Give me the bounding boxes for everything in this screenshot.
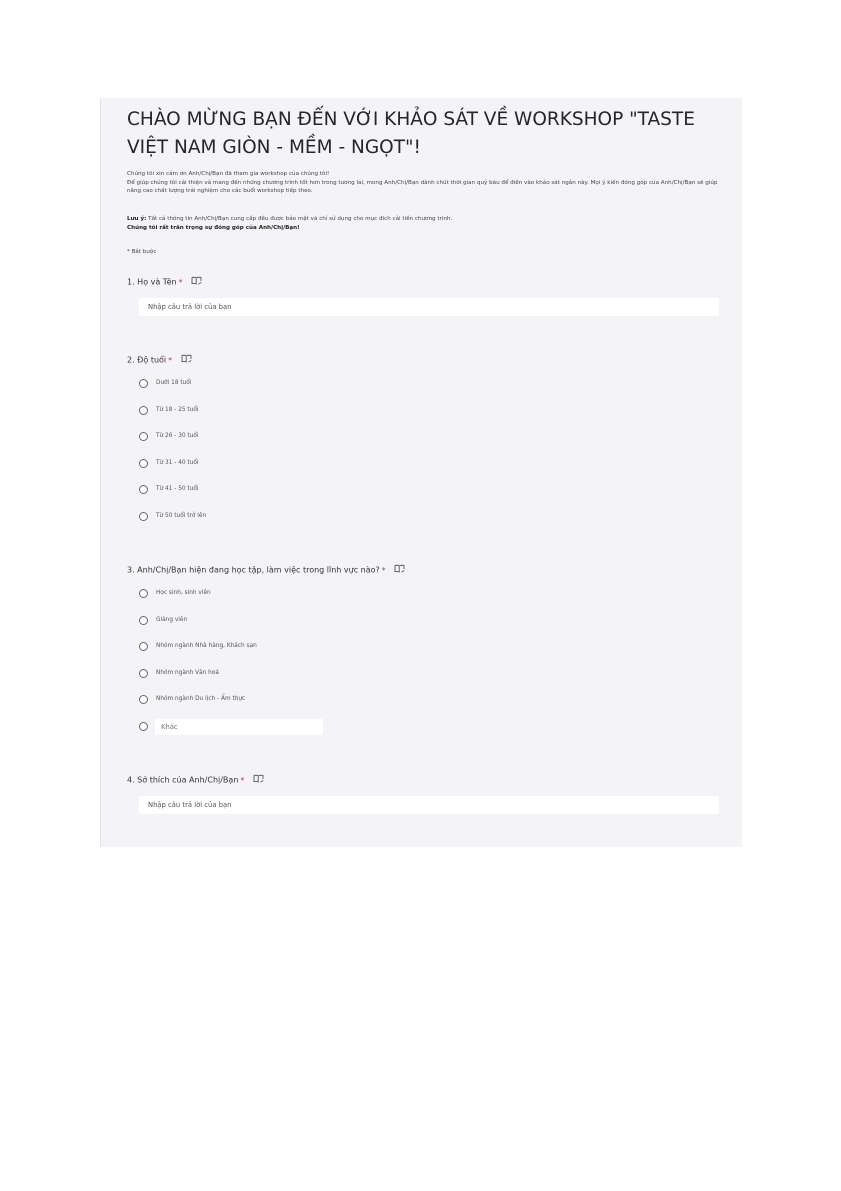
- immersive-reader-icon[interactable]: [394, 564, 405, 576]
- option-label: Từ 18 - 25 tuổi: [156, 407, 199, 413]
- survey-form: [100, 98, 742, 847]
- option-label: Nhóm ngành Văn hoá: [156, 670, 219, 676]
- radio-button[interactable]: [139, 616, 148, 625]
- immersive-reader-icon[interactable]: [191, 276, 202, 288]
- question-2-title: [127, 354, 192, 366]
- age-option[interactable]: [139, 430, 199, 442]
- option-label: Nhóm ngành Du lịch - Ẩm thực: [156, 696, 246, 702]
- field-option[interactable]: [139, 667, 219, 679]
- question-2-label: 2. Độ tuổi: [127, 355, 167, 365]
- radio-button[interactable]: [139, 432, 148, 441]
- question-3-label: 3. Anh/Chị/Bạn hiện đang học tập, làm việc trong lĩnh vực nào?: [127, 565, 380, 575]
- option-label: Nhóm ngành Nhà hàng, Khách sạn: [156, 643, 257, 649]
- option-label: Từ 31 - 40 tuổi: [156, 460, 199, 466]
- field-option[interactable]: [139, 587, 211, 599]
- option-label: Từ 41 - 50 tuổi: [156, 486, 199, 492]
- radio-button[interactable]: [139, 642, 148, 651]
- field-option[interactable]: [139, 640, 257, 652]
- radio-button[interactable]: [139, 406, 148, 415]
- question-1-title: [127, 276, 202, 288]
- question-4-title: [127, 774, 264, 786]
- radio-button[interactable]: [139, 589, 148, 598]
- option-label: Từ 26 - 30 tuổi: [156, 433, 199, 439]
- question-1-label: 1. Họ và Tên: [127, 277, 177, 287]
- intro-line-1: Chúng tôi xin cảm ơn Anh/Chị/Bạn đã tham gia workshop của chúng tôi!: [127, 171, 330, 177]
- question-3-title: [127, 564, 405, 576]
- form-title: CHÀO MỪNG BẠN ĐẾN VỚI KHẢO SÁT VỀ WORKSHOP "TASTE VIỆT NAM GIÒN - MỀM - NGỌT"!: [127, 109, 695, 158]
- note-text: Tất cả thông tin Anh/Chị/Bạn cung cấp đều được bảo mật và chỉ sử dụng cho mục đích cải tiến chương trình.: [146, 216, 453, 222]
- age-option[interactable]: [139, 457, 199, 469]
- radio-button[interactable]: [139, 485, 148, 494]
- field-option[interactable]: [139, 693, 245, 705]
- required-star: *: [168, 355, 173, 365]
- radio-button[interactable]: [139, 722, 148, 731]
- intro-line-2: Để giúp chúng tôi cải thiện và mang đến những chương trình tốt hơn trong tương lai, mong Anh/Chị/Bạn dành chút thời gian quý báu để điền vào khảo sát ngắn này. Mọi ý kiến đóng góp của Anh/Chị/Bạn sẽ giúp nâng cao chất lượng trải nghiệm cho các buổi workshop tiếp theo.: [127, 179, 718, 195]
- thanks-text: Chúng tôi rất trân trọng sự đóng góp của Anh/Chị/Bạn!: [127, 224, 300, 231]
- required-note: * Bắt buộc: [127, 249, 157, 255]
- question-4-label: 4. Sở thích của Anh/Chị/Bạn: [127, 775, 239, 785]
- radio-button[interactable]: [139, 512, 148, 521]
- radio-button[interactable]: [139, 379, 148, 388]
- option-label: Dưới 18 tuổi: [156, 380, 192, 386]
- immersive-reader-icon[interactable]: [181, 354, 192, 366]
- option-label: Học sinh, sinh viên: [156, 590, 211, 596]
- age-option[interactable]: [139, 404, 199, 416]
- radio-button[interactable]: [139, 669, 148, 678]
- other-input[interactable]: [155, 719, 323, 735]
- required-star: *: [381, 565, 386, 575]
- age-option[interactable]: [139, 510, 206, 522]
- option-label: Giảng viên: [156, 617, 188, 623]
- immersive-reader-icon[interactable]: [253, 774, 264, 786]
- required-star: *: [178, 277, 183, 287]
- radio-button[interactable]: [139, 695, 148, 704]
- full-name-input[interactable]: [139, 298, 719, 316]
- required-star: *: [240, 775, 245, 785]
- age-option[interactable]: [139, 377, 191, 389]
- note-paragraph: [127, 215, 727, 224]
- age-option[interactable]: [139, 483, 199, 495]
- field-option[interactable]: [139, 614, 187, 626]
- option-label: Từ 50 tuổi trở lên: [156, 513, 207, 519]
- note-label: Lưu ý:: [127, 216, 147, 222]
- radio-button[interactable]: [139, 459, 148, 468]
- other-option[interactable]: [139, 718, 323, 735]
- hobbies-input[interactable]: [139, 796, 719, 814]
- form-intro: [127, 170, 727, 196]
- form-note: [127, 215, 727, 232]
